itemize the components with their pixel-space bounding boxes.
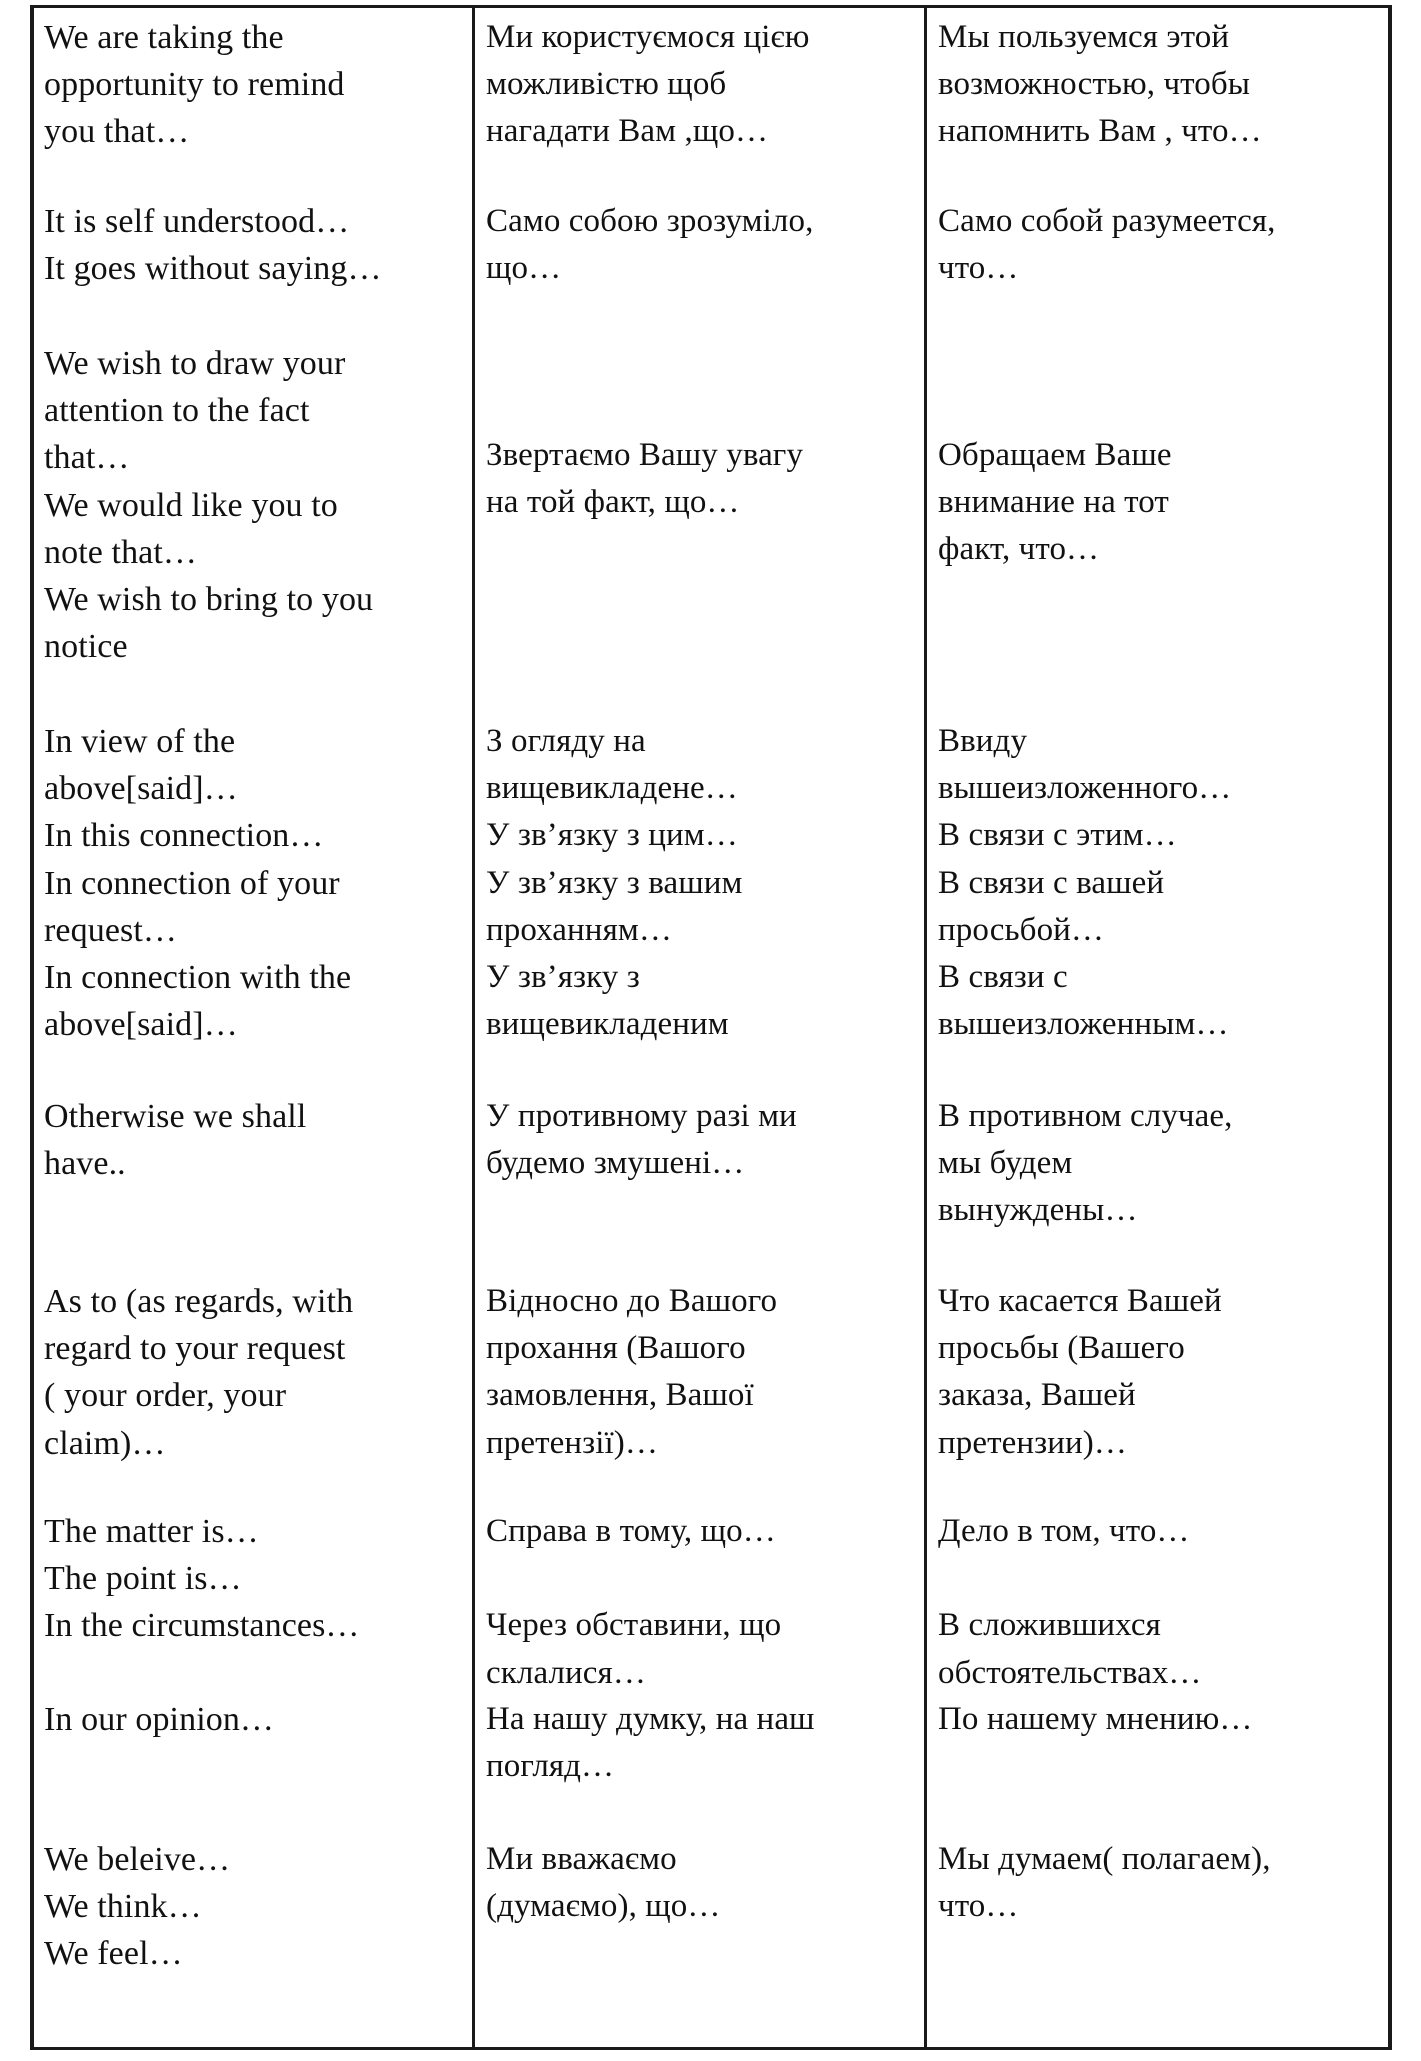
table-cell	[938, 14, 1384, 156]
cell-text-line: що…	[486, 250, 562, 287]
cell-text-line: погляд…	[486, 1748, 615, 1785]
cell-text-line: Мы пользуемся этой	[938, 19, 1230, 55]
cell-text-line: У зв’язку з	[486, 959, 640, 996]
russian-column	[938, 8, 1384, 2047]
cell-text-line: Ми користуємося цією	[486, 19, 810, 55]
table-cell	[44, 1093, 464, 1187]
cell-text-line: вынуждены…	[938, 1192, 1138, 1229]
table-cell	[486, 198, 916, 292]
cell-text-line: We are taking the	[44, 19, 284, 56]
column-divider	[472, 8, 475, 2047]
cell-text-line: In our opinion…	[44, 1701, 275, 1738]
table-cell	[938, 1836, 1384, 1930]
cell-text-line: претензії)…	[486, 1424, 658, 1461]
table-cell	[44, 1836, 464, 1978]
cell-text-line: It goes without saying…	[44, 250, 382, 288]
table-cell	[44, 1696, 464, 1743]
cell-text-line: have..	[44, 1145, 126, 1183]
cell-text-line: that…	[44, 439, 130, 477]
cell-text-line: У противному разі ми	[486, 1098, 797, 1134]
cell-text-line: Otherwise we shall	[44, 1098, 307, 1135]
table-cell	[486, 1696, 916, 1790]
cell-text-line: что…	[938, 250, 1019, 287]
cell-text-line: У зв’язку з вашим	[486, 864, 743, 901]
cell-text-line: На нашу думку, на наш	[486, 1701, 815, 1737]
table-cell	[44, 14, 464, 156]
cell-text-line: above[said]…	[44, 770, 238, 808]
table-cell	[486, 1093, 916, 1187]
table-cell	[44, 718, 464, 1048]
cell-text-line: regard to your request	[44, 1330, 346, 1368]
cell-text-line: above[said]…	[44, 1006, 238, 1044]
cell-text-line: (думаємо), що…	[486, 1888, 721, 1925]
cell-text-line: претензии)…	[938, 1424, 1127, 1461]
cell-text-line: В связи с вашей	[938, 864, 1165, 901]
table-cell	[44, 340, 464, 670]
table-cell	[938, 1278, 1384, 1467]
cell-text-line: вышеизложенным…	[938, 1006, 1229, 1043]
cell-text-line: можливістю щоб	[486, 66, 727, 103]
cell-text-line: В связи с этим…	[938, 817, 1177, 854]
cell-text-line: возможностью, чтобы	[938, 66, 1250, 103]
cell-text-line: ( your order, your	[44, 1377, 287, 1415]
cell-text-line: We wish to bring to you	[44, 581, 374, 619]
cell-text-line: request…	[44, 911, 177, 949]
cell-text-line: вышеизложенного…	[938, 770, 1232, 807]
cell-text-line: склалися…	[486, 1654, 646, 1691]
cell-text-line: Ми вважаємо	[486, 1841, 677, 1877]
table-cell	[938, 198, 1384, 292]
cell-text-line: Ввиду	[938, 723, 1028, 759]
cell-text-line: The point is…	[44, 1560, 242, 1598]
cell-text-line: просьбой…	[938, 911, 1105, 948]
ukrainian-column	[486, 8, 916, 2047]
cell-text-line: Справа в тому, що…	[486, 1513, 776, 1549]
cell-text-line: По нашему мнению…	[938, 1701, 1253, 1737]
cell-text-line: факт, что…	[938, 531, 1100, 568]
cell-text-line: на той факт, що…	[486, 484, 740, 521]
cell-text-line: Звертаємо Вашу увагу	[486, 437, 804, 473]
cell-text-line: Відносно до Вашого	[486, 1283, 778, 1319]
cell-text-line: As to (as regards, with	[44, 1283, 354, 1320]
cell-text-line: Дело в том, что…	[938, 1513, 1190, 1549]
table-cell	[486, 1836, 916, 1930]
cell-text-line: мы будем	[938, 1145, 1073, 1182]
cell-text-line: We think…	[44, 1888, 202, 1926]
cell-text-line: просьбы (Вашего	[938, 1330, 1185, 1367]
cell-text-line: замовлення, Вашої	[486, 1377, 754, 1414]
table-cell	[44, 1508, 464, 1650]
cell-text-line: In connection of your	[44, 864, 340, 902]
cell-text-line: We wish to draw your	[44, 345, 346, 382]
cell-text-line: В сложившихся	[938, 1607, 1161, 1644]
cell-text-line: In this connection…	[44, 817, 324, 855]
cell-text-line: It is self understood…	[44, 203, 350, 240]
table-cell	[486, 1508, 916, 1697]
cell-text-line: We beleive…	[44, 1841, 231, 1878]
cell-text-line: будемо змушені…	[486, 1145, 745, 1182]
cell-text-line: you that…	[44, 113, 190, 151]
cell-text-line: claim)…	[44, 1424, 166, 1462]
cell-text-line: вищевикладеним	[486, 1006, 729, 1043]
cell-text-line: В противном случае,	[938, 1098, 1233, 1134]
cell-text-line: вищевикладене…	[486, 770, 738, 807]
table-cell	[938, 432, 1384, 574]
cell-text-line: Что касается Вашей	[938, 1283, 1222, 1319]
cell-text-line: Обращаем Ваше	[938, 437, 1172, 473]
cell-text-line: Через обставини, що	[486, 1607, 782, 1644]
cell-text-line: opportunity to remind	[44, 66, 345, 104]
cell-text-line: внимание на тот	[938, 484, 1169, 521]
cell-text-line: обстоятельствах…	[938, 1654, 1202, 1691]
table-cell	[486, 1278, 916, 1467]
table-cell	[938, 1508, 1384, 1697]
cell-text-line: У зв’язку з цим…	[486, 817, 738, 854]
cell-text-line: Само собой разумеется,	[938, 203, 1276, 239]
cell-text-line: We would like you to	[44, 486, 338, 524]
cell-text-line	[938, 1555, 1384, 1602]
cell-text-line: notice	[44, 628, 128, 666]
table-cell	[44, 198, 464, 292]
table-cell	[486, 14, 916, 156]
table-cell	[938, 718, 1384, 1048]
cell-text-line: В связи с	[938, 959, 1068, 996]
english-column	[44, 8, 464, 2047]
table-cell	[938, 1093, 1384, 1235]
cell-text-line: нагадати Вам ,що…	[486, 113, 769, 150]
table-cell	[938, 1696, 1384, 1743]
cell-text-line: что…	[938, 1888, 1019, 1925]
cell-text-line: Само собою зрозуміло,	[486, 203, 814, 239]
table-cell	[44, 1278, 464, 1467]
cell-text-line: In connection with the	[44, 959, 352, 997]
phrase-table	[30, 5, 1392, 2050]
cell-text-line: attention to the fact	[44, 392, 310, 430]
cell-text-line: напомнить Вам , что…	[938, 113, 1262, 150]
cell-text-line: З огляду на	[486, 723, 646, 759]
cell-text-line: прохання (Вашого	[486, 1330, 746, 1367]
cell-text-line: In view of the	[44, 723, 236, 760]
cell-text-line: заказа, Вашей	[938, 1377, 1136, 1414]
cell-text-line: In the circumstances…	[44, 1607, 360, 1645]
cell-text-line	[486, 1555, 916, 1602]
table-cell	[486, 432, 916, 526]
cell-text-line: We feel…	[44, 1935, 183, 1973]
cell-text-line: note that…	[44, 533, 198, 571]
cell-text-line: проханням…	[486, 911, 672, 948]
table-cell	[486, 718, 916, 1048]
cell-text-line: The matter is…	[44, 1513, 259, 1550]
cell-text-line: Мы думаем( полагаем),	[938, 1841, 1271, 1877]
column-divider	[924, 8, 927, 2047]
